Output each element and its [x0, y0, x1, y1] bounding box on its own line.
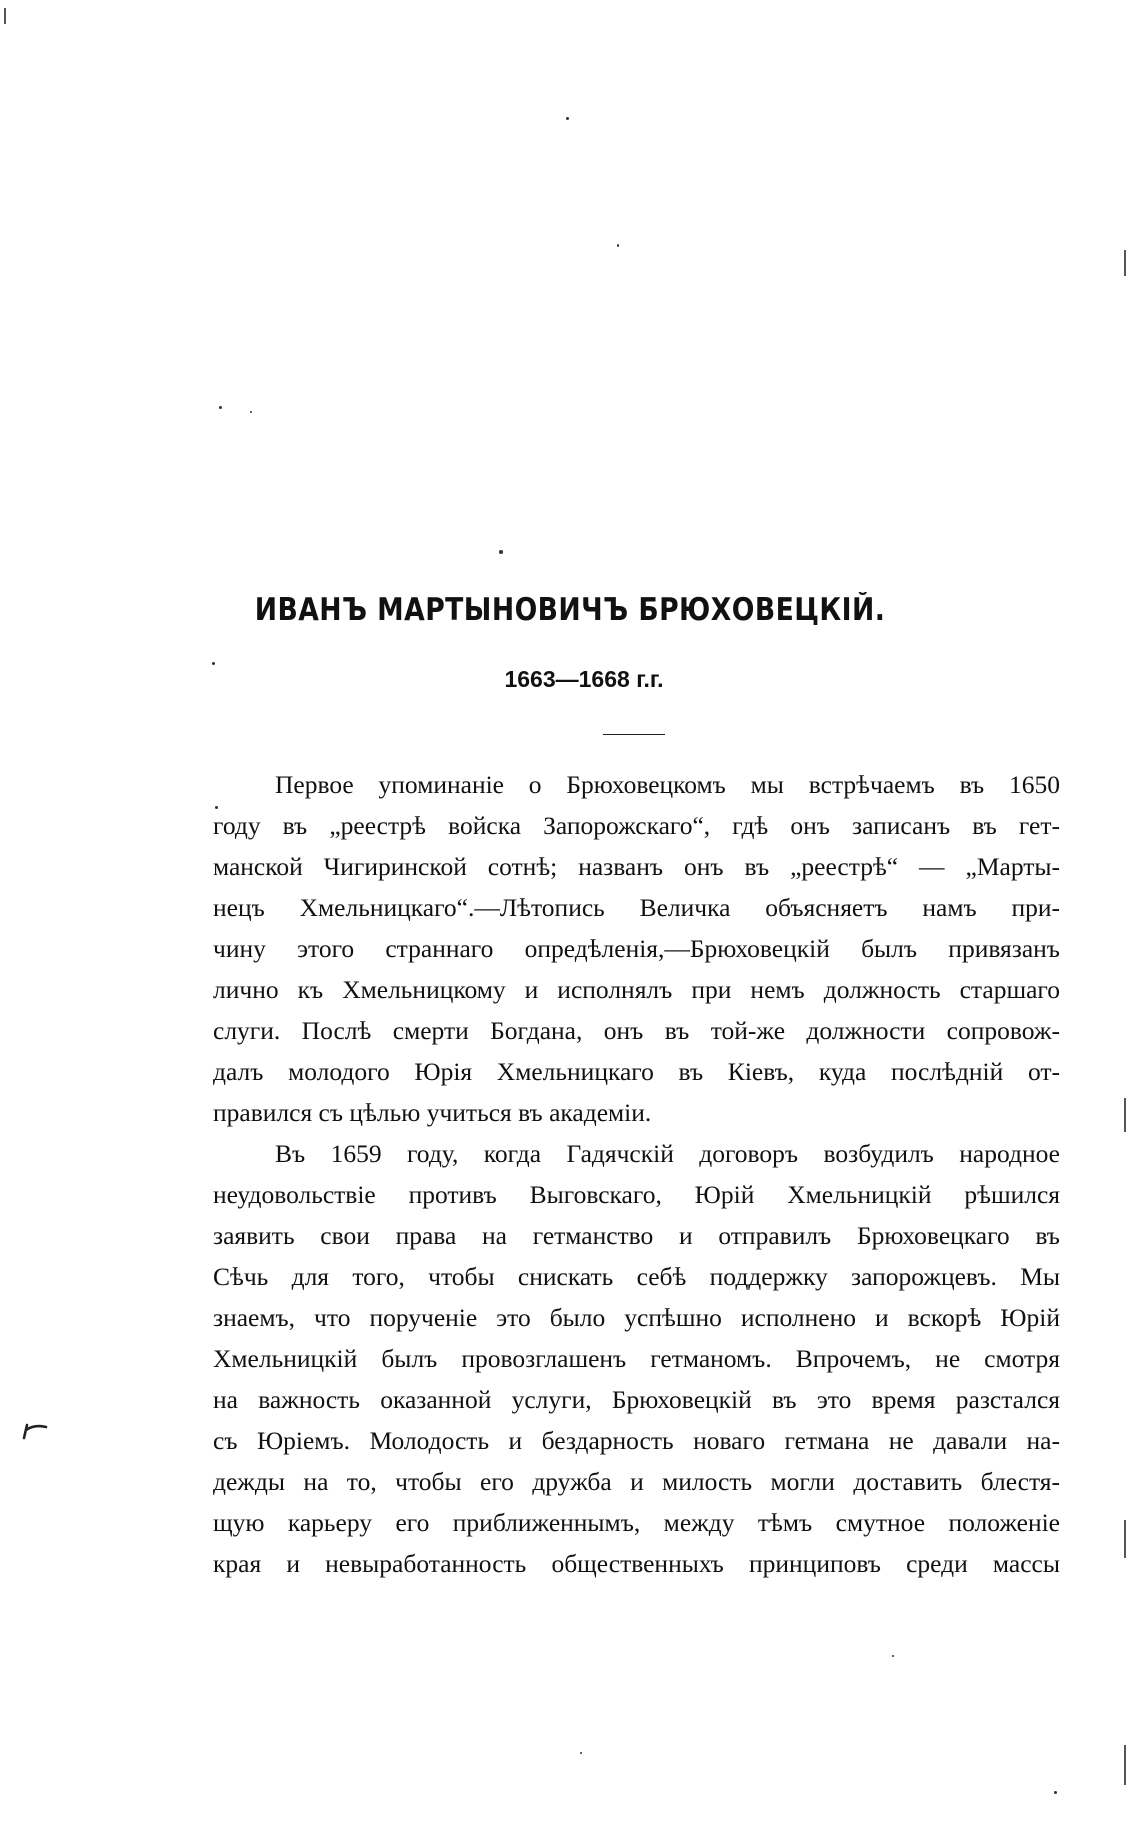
scan-speck: [1054, 1791, 1057, 1794]
text-line: на важность оказанной услуги, Брюховецкій въ это время разстался: [213, 1385, 1060, 1414]
text-line: съ Юріемъ. Молодость и бездарность новаго гетмана не давали на-: [213, 1426, 1060, 1455]
scan-edge-mark: [1124, 1520, 1126, 1558]
text-line: году въ „реестрѣ войска Запорожскаго“, гдѣ онъ записанъ въ гет-: [213, 811, 1060, 840]
scan-edge-mark: [4, 8, 6, 24]
body-text: [213, 764, 1060, 1584]
text-line: лично къ Хмельницкому и исполнялъ при немъ должность старшаго: [213, 975, 1060, 1004]
text-line: Сѣчь для того, чтобы снискать себѣ поддержку запорожцевъ. Мы: [213, 1262, 1060, 1291]
chapter-years: 1663—1668 г.г.: [504, 666, 664, 692]
text-line: неудовольствіе противъ Выговскаго, Юрій Хмельницкій рѣшился: [213, 1180, 1060, 1209]
scan-speck: [892, 1655, 894, 1657]
scan-speck: [617, 244, 619, 247]
text-line: щую карьеру его приближеннымъ, между тѣмъ смутное положеніе: [213, 1508, 1060, 1537]
paragraph: [213, 1133, 1060, 1584]
text-line: Хмельницкій былъ провозглашенъ гетманомъ. Впрочемъ, не смотря: [213, 1344, 1060, 1373]
title-divider: [603, 734, 665, 735]
scan-speck: [580, 1752, 582, 1754]
text-line: края и невыработанность общественныхъ принциповъ среди массы: [213, 1549, 1060, 1578]
scan-speck: [219, 406, 222, 409]
scan-speck: [499, 550, 503, 554]
text-line: Въ 1659 году, когда Гадячскій договоръ возбудилъ народное: [275, 1139, 1060, 1168]
text-line: Первое упоминаніе о Брюховецкомъ мы встрѣчаемъ въ 1650: [275, 770, 1060, 799]
text-line: слуги. Послѣ смерти Богдана, онъ въ той-же должности сопровож-: [213, 1016, 1060, 1045]
text-line: манской Чигиринской сотнѣ; названъ онъ въ „реестрѣ“ — „Марты-: [213, 852, 1060, 881]
text-line: чину этого страннаго опредѣленія,—Брюховецкій былъ привязанъ: [213, 934, 1060, 963]
text-line: далъ молодого Юрія Хмельницкаго въ Кіевъ, куда послѣдній от-: [213, 1057, 1060, 1086]
text-line: дежды на то, чтобы его дружба и милость могли доставить блестя-: [213, 1467, 1060, 1496]
scan-speck: [250, 411, 252, 413]
text-line: правился съ цѣлью учиться въ академіи.: [213, 1098, 652, 1127]
text-line: знаемъ, что порученіе это было успѣшно исполнено и вскорѣ Юрій: [213, 1303, 1060, 1332]
chapter-title: ИВАНЪ МАРТЫНОВИЧЪ БРЮХОВЕЦКІЙ.: [254, 592, 886, 628]
paragraph: [213, 764, 1060, 1133]
text-line: заявить свои права на гетманство и отправилъ Брюховецкаго въ: [213, 1221, 1060, 1250]
margin-pen-mark: [22, 1422, 48, 1440]
scan-speck: [212, 662, 215, 665]
text-line: нецъ Хмельницкаго“.—Лѣтопись Величка объясняетъ намъ при-: [213, 893, 1060, 922]
scan-edge-mark: [1124, 1745, 1126, 1785]
scan-edge-mark: [1124, 1098, 1126, 1132]
scan-speck: [566, 117, 569, 120]
scan-edge-mark: [1124, 250, 1126, 276]
